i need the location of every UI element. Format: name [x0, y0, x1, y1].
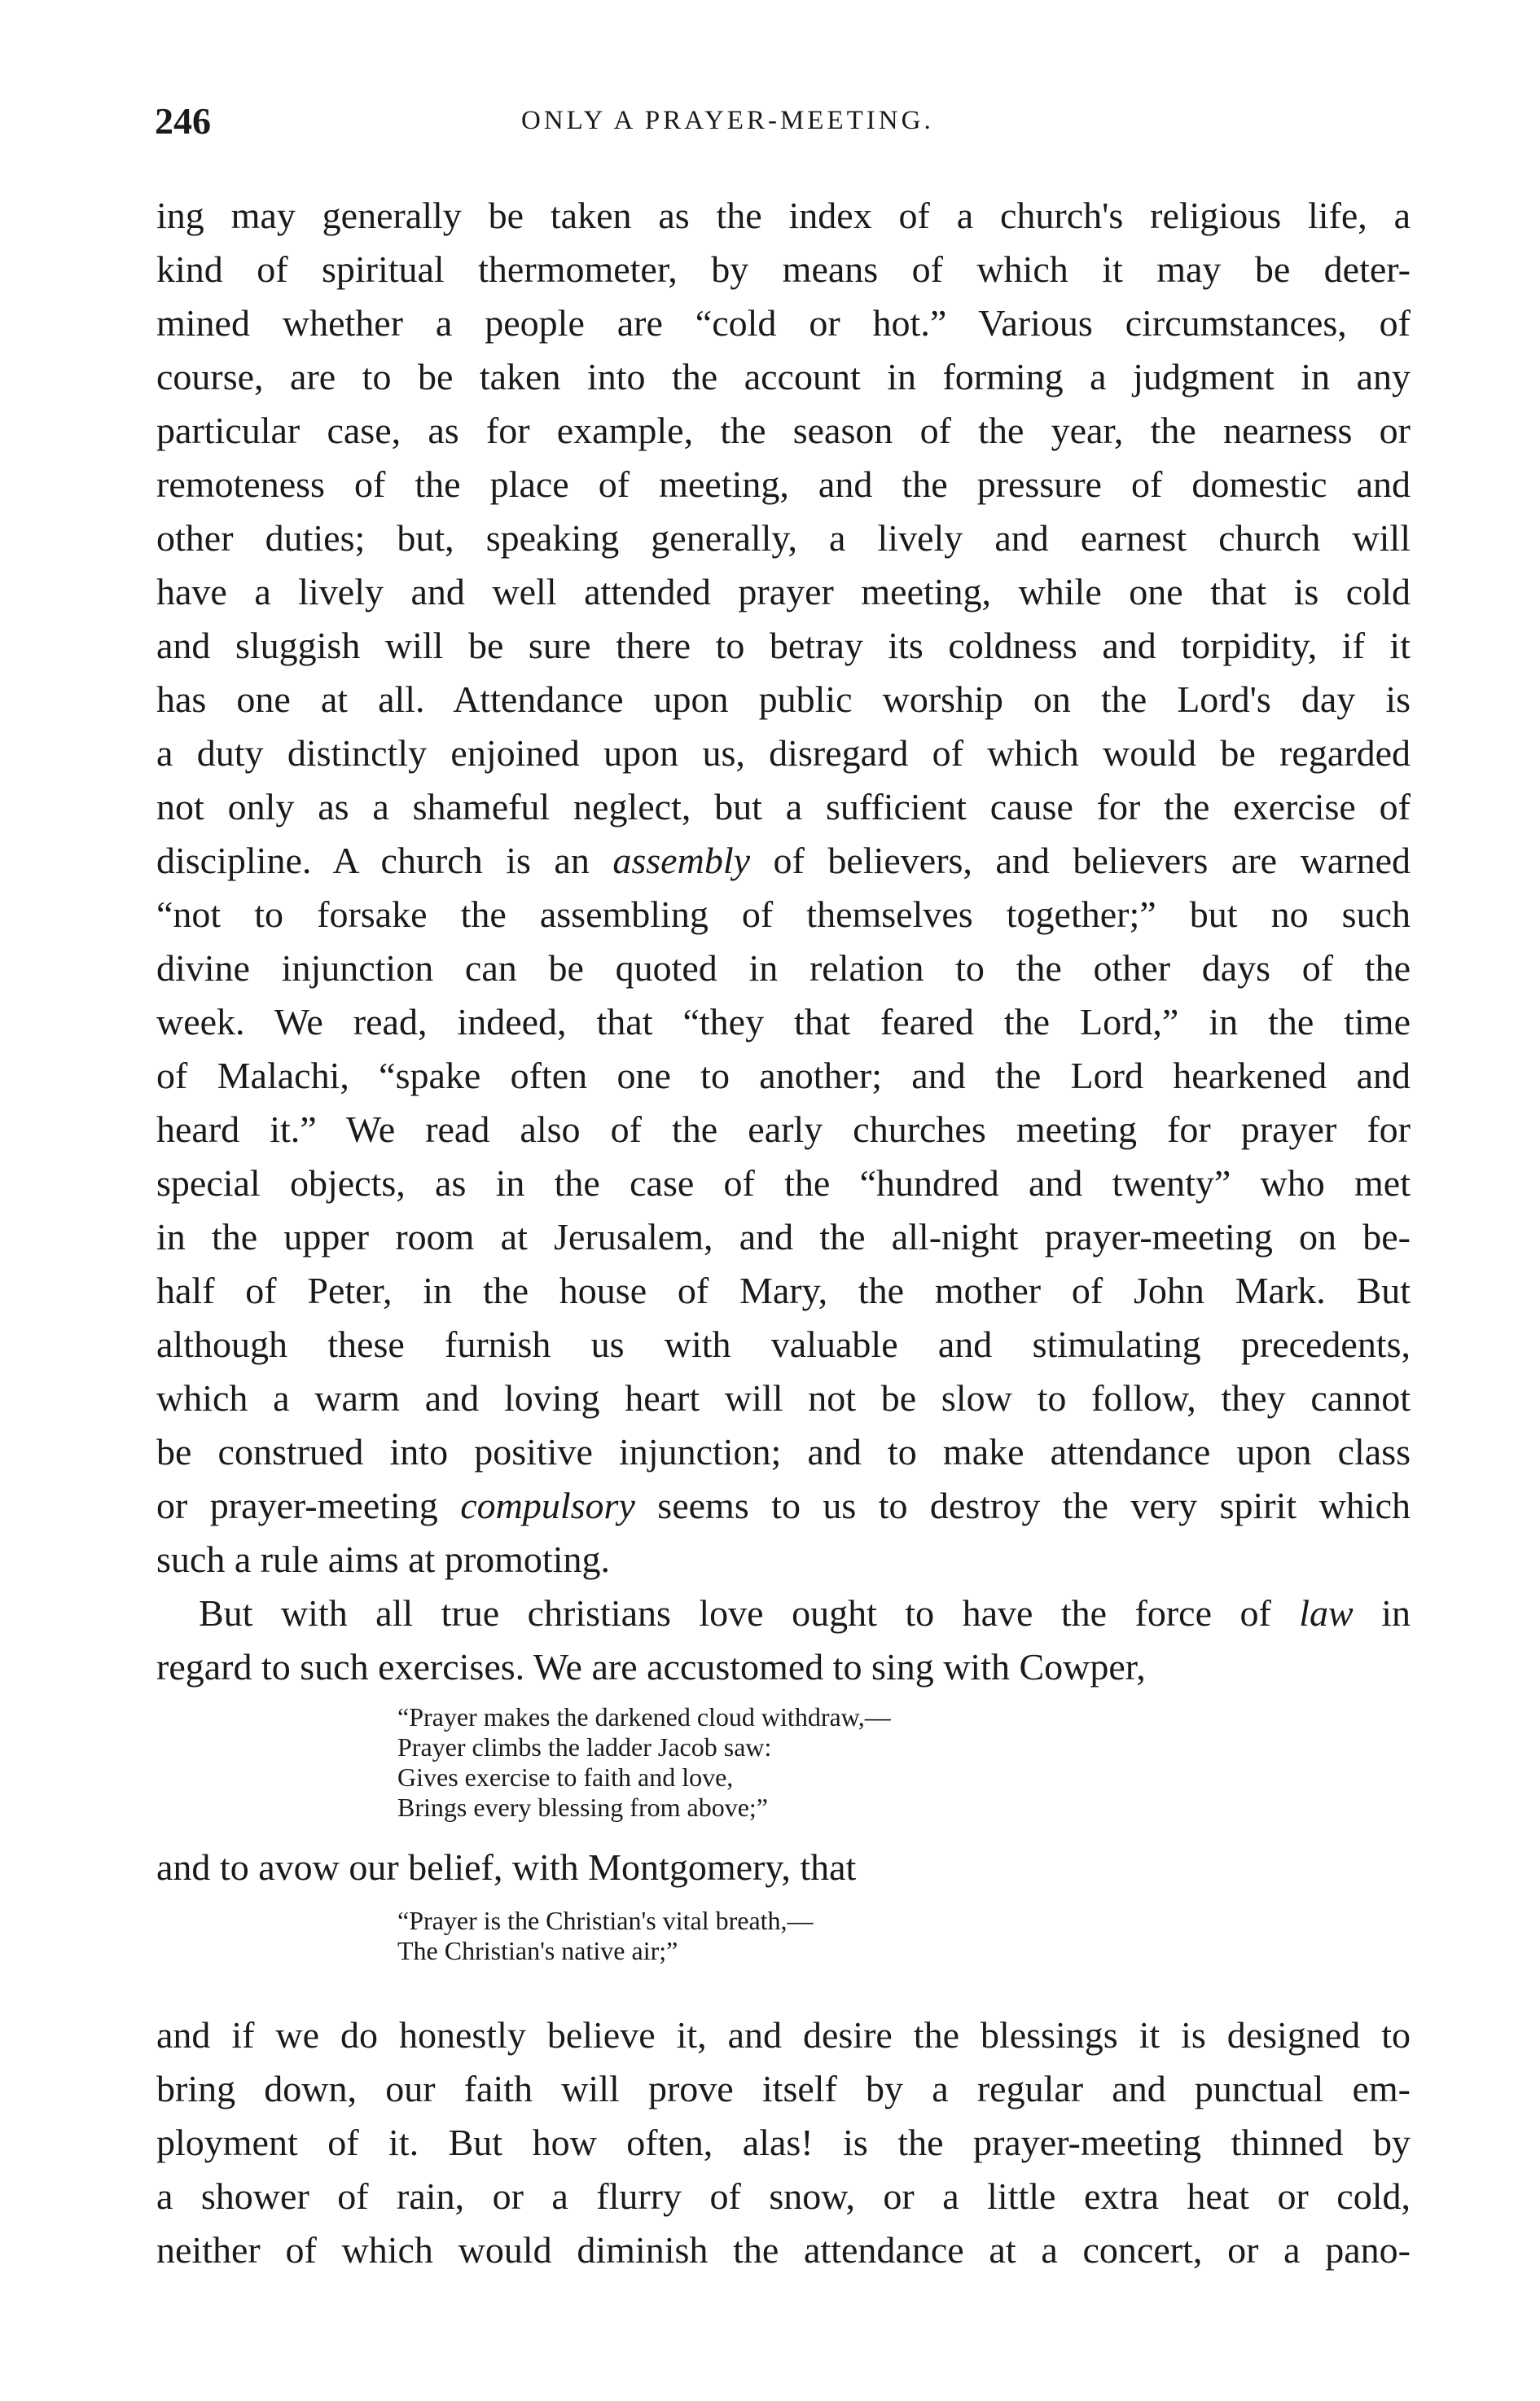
text-line: ing may generally be taken as the index of a church's religious life, a: [156, 195, 1411, 236]
paragraph-1: [156, 189, 1411, 1587]
text-line: although these furnish us with valuable and stimulating precedents,: [156, 1323, 1411, 1365]
text-line: regard to such exercises. We are accustomed to sing with Cowper,: [156, 1646, 1146, 1688]
paragraph-2: [156, 1587, 1411, 1694]
text-line: have a lively and well attended prayer meeting, while one that is cold: [156, 571, 1411, 612]
text-line: be construed into positive injunction; and to make attendance upon class: [156, 1431, 1411, 1473]
page-body: [156, 189, 1411, 2277]
text-line: heard it.” We read also of the early churches meeting for prayer for: [156, 1108, 1411, 1150]
text-line: a duty distinctly enjoined upon us, disregard of which would be regarded: [156, 732, 1411, 774]
italic-word: assembly: [612, 840, 751, 881]
text-run: discipline. A church is an: [156, 840, 613, 881]
text-line-with-italic: [156, 1479, 1411, 1533]
text-line: ployment of it. But how often, alas! is the prayer-meeting thinned by: [156, 2122, 1411, 2163]
running-title: ONLY A PRAYER-MEETING.: [521, 106, 934, 135]
page-number: 246: [155, 100, 211, 142]
text-line: which a warm and loving heart will not be slow to follow, they cannot: [156, 1377, 1411, 1419]
paragraph-4: [156, 2008, 1411, 2277]
text-run: or prayer-meeting: [156, 1485, 461, 1526]
paragraph-3: [156, 1841, 1411, 1894]
text-run: But with all true christians love ought to have the force of: [199, 1592, 1300, 1634]
text-line: and if we do honestly believe it, and desire the blessings it is designed to: [156, 2014, 1411, 2056]
italic-word: law: [1299, 1592, 1354, 1634]
text-line: has one at all. Attendance upon public worship on the Lord's day is: [156, 678, 1411, 720]
italic-word: compulsory: [460, 1485, 635, 1526]
text-line: special objects, as in the case of the “hundred and twenty” who met: [156, 1162, 1411, 1204]
poem-line: Gives exercise to faith and love,: [397, 1762, 734, 1792]
text-line-with-italic: [156, 834, 1411, 888]
text-line: half of Peter, in the house of Mary, the mother of John Mark. But: [156, 1270, 1411, 1311]
text-line-with-italic: [156, 1587, 1411, 1640]
poem-line: Prayer climbs the ladder Jacob saw:: [397, 1732, 772, 1762]
text-line: a shower of rain, or a flurry of snow, or a little extra heat or cold,: [156, 2175, 1411, 2217]
text-line: particular case, as for example, the season of the year, the nearness or: [156, 410, 1411, 451]
text-line: bring down, our faith will prove itself by a regular and punctual em-: [156, 2068, 1411, 2109]
text-line: kind of spiritual thermometer, by means of which it may be deter-: [156, 248, 1411, 290]
poem-line: Brings every blessing from above;”: [397, 1793, 768, 1822]
text-line: in the upper room at Jerusalem, and the all-night prayer-meeting on be-: [156, 1216, 1411, 1258]
text-line: and to avow our belief, with Montgomery, that: [156, 1846, 857, 1888]
text-line: of Malachi, “spake often one to another; and the Lord hearkened and: [156, 1055, 1411, 1096]
poem-line: “Prayer is the Christian's vital breath,—: [397, 1906, 814, 1935]
text-line: course, are to be taken into the account in forming a judgment in any: [156, 356, 1411, 397]
poem-quotation-montgomery: [397, 1906, 1411, 1966]
text-line: neither of which would diminish the attendance at a concert, or a pano-: [156, 2229, 1411, 2271]
text-line: week. We read, indeed, that “they that feared the Lord,” in the time: [156, 1001, 1411, 1042]
text-line: mined whether a people are “cold or hot.” Various circumstances, of: [156, 302, 1411, 344]
text-line: and sluggish will be sure there to betray its coldness and torpidity, if it: [156, 625, 1411, 666]
text-line: not only as a shameful neglect, but a sufficient cause for the exercise of: [156, 786, 1411, 827]
text-run: seems to us to destroy the very spirit which: [634, 1485, 1411, 1526]
text-line: such a rule aims at promoting.: [156, 1538, 610, 1580]
text-run: of believers, and believers are warned: [750, 840, 1411, 881]
poem-quotation-cowper: [397, 1702, 1411, 1823]
text-line: remoteness of the place of meeting, and the pressure of domestic and: [156, 463, 1411, 505]
poem-line: The Christian's native air;”: [397, 1936, 678, 1965]
page-header: [155, 99, 1409, 148]
text-line: “not to forsake the assembling of themselves together;” but no such: [156, 893, 1411, 935]
text-line: other duties; but, speaking generally, a lively and earnest church will: [156, 517, 1411, 559]
text-line: divine injunction can be quoted in relation to the other days of the: [156, 947, 1411, 989]
text-run: in: [1353, 1592, 1411, 1634]
poem-line: “Prayer makes the darkened cloud withdraw,—: [397, 1702, 891, 1732]
